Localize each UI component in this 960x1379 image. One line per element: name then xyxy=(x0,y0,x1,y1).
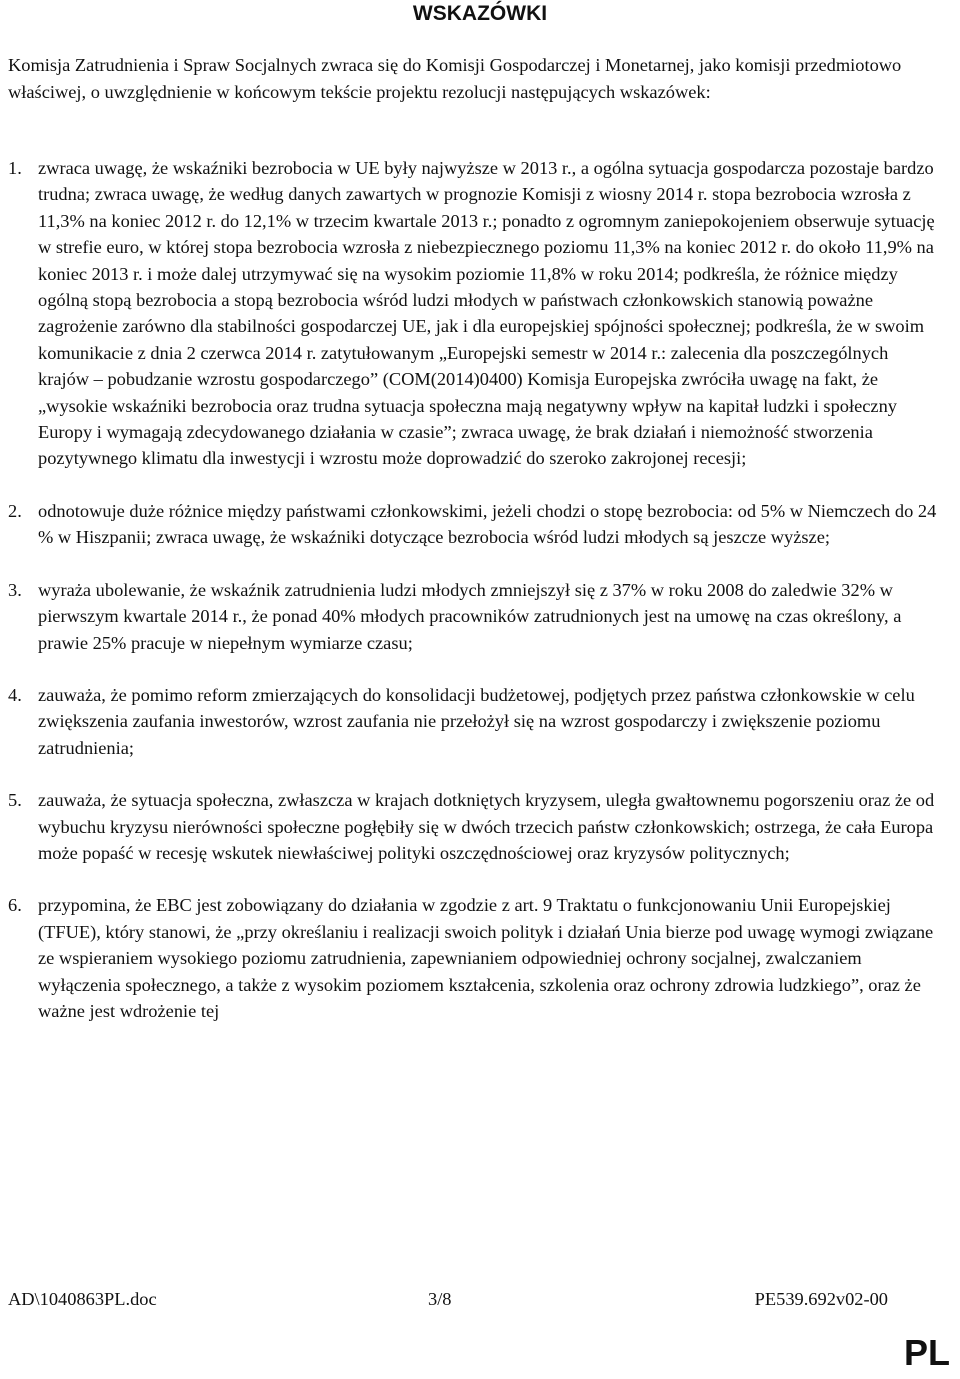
item-number: 4. xyxy=(8,684,22,705)
pe-reference: PE539.692v02-00 xyxy=(754,1289,888,1309)
page-footer xyxy=(8,1289,888,1315)
page-number: 3/8 xyxy=(428,1289,452,1309)
list-item xyxy=(0,892,940,1024)
item-number: 6. xyxy=(8,895,22,916)
item-text: przypomina, że EBC jest zobowiązany do działania w zgodzie z art. 9 Traktatu o funkcjonowaniu Unii Europejskiej (TFUE), który stanowi, że „przy określaniu i realizacji swoich polityk i działań Unia bierze pod uwagę wymogi związane ze wspieraniem wysokiego poziomu zatrudnienia, zapewnianiem odpowiedniej ochrony socjalnej, zwalczaniem wyłączenia społecznego, a także z wysokim poziomem kształcenia, szkolenia oraz ochrony zdrowia ludzkiego”, oraz że ważne jest wdrożenie tej xyxy=(38,895,934,1021)
document-reference: AD\1040863PL.doc xyxy=(8,1289,157,1309)
item-text: odnotowuje duże różnice między państwami członkowskimi, jeżeli chodzi o stopę bezrobocia: od 5% w Niemczech do 24 % w Hiszpanii; zwraca uwagę, że wskaźniki dotyczące bezrobocia wśród ludzi młodych są jeszcze wyższe; xyxy=(38,500,937,548)
item-number: 1. xyxy=(8,158,22,178)
item-text: zauważa, że pomimo reform zmierzających do konsolidacji budżetowej, podjętych przez państwa członkowskie w celu zwiększenia zaufania inwestorów, wzrost zaufania nie przełożył się na wzrost gospodarczy i zwiększenie poziomu zatrudnienia; xyxy=(38,684,915,758)
item-text: wyraża ubolewanie, że wskaźnik zatrudnienia ludzi młodych zmniejszył się z 37% w roku 2008 do zaledwie 32% w pierwszym kwartale 2014 r., że ponad 40% młodych pracowników zatrudnionych jest na umowę na czas określony, a prawie 25% pracuje w niepełnym wymiarze czasu; xyxy=(38,579,902,653)
item-text: zwraca uwagę, że wskaźniki bezrobocia w UE były najwyższe w 2013 r., a ogólna sytuacja gospodarcza pozostaje bardzo trudna; zwraca uwagę, że według danych zawartych w prognozie Komisji z wiosny 2014 r. stopa bezrobocia wzrosła z 11,3% na koniec 2012 r. do 12,1% w trzecim kwartale 2013 r.; ponadto z ogromnym zaniepokojeniem obserwuje sytuację w strefie euro, w której stopa bezrobocia wzrosła z niebezpiecznego poziomu 11,3% na koniec 2012 r. do około 11,9% na koniec 2013 r. i może dalej utrzymywać się na wysokim poziomie 11,8% w roku 2014; podkreśla, że różnice między ogólną stopą bezrobocia a stopą bezrobocia wśród ludzi młodych w państwach członkowskich stanowią poważne zagrożenie zarówno dla stabilności gospodarczej UE, jak i dla europejskiej spójności społecznej; podkreśla, że w swoim komunikacie z dnia 2 czerwca 2014 r. zatytułowanym „Europejski semestr w 2014 r.: zalecenia dla poszczególnych krajów – pobudzanie wzrostu gospodarczego” (COM(2014)0400) Komisja Europejska zwróciła uwagę na fakt, że „wysokie wskaźniki bezrobocia oraz trudna sytuacja społeczna mają negatywny wpływ na kapitał ludzki i społeczny Europy i wymagają zdecydowanego działania w czasie”; zwraca uwagę, że brak działań i niemożność stworzenia pozytywnego klimatu dla inwestycji i wzrostu może doprowadzić do szeroko zakrojonej recesji; xyxy=(38,158,935,469)
item-text: zauważa, że sytuacja społeczna, zwłaszcza w krajach dotkniętych kryzysem, uległa gwałtownemu pogorszeniu oraz że od wybuchu kryzysu nierówności społeczne pogłębiły się w dwóch trzecich państw członkowskich; ostrzega, że cała Europa może popaść w recesję wskutek niewłaściwej polityki oszczędnościowej oraz kryzysów politycznych; xyxy=(38,790,935,863)
recommendations-list xyxy=(0,155,940,1050)
item-number: 2. xyxy=(8,500,22,521)
language-code: PL xyxy=(903,1332,950,1373)
item-number: 3. xyxy=(8,579,22,600)
intro-paragraph: Komisja Zatrudnienia i Spraw Socjalnych zwraca się do Komisji Gospodarczej i Monetarnej, jako komisji przedmiotowo właściwej, o uwzględnienie w końcowym tekście projektu rezolucji następujących wskazówek: xyxy=(8,55,902,102)
list-item xyxy=(0,498,940,551)
list-item xyxy=(0,682,940,761)
list-item xyxy=(0,155,940,472)
list-item xyxy=(0,577,940,656)
page-title: WSKAZÓWKI xyxy=(412,2,548,25)
list-item xyxy=(0,787,940,866)
item-number: 5. xyxy=(8,790,22,811)
